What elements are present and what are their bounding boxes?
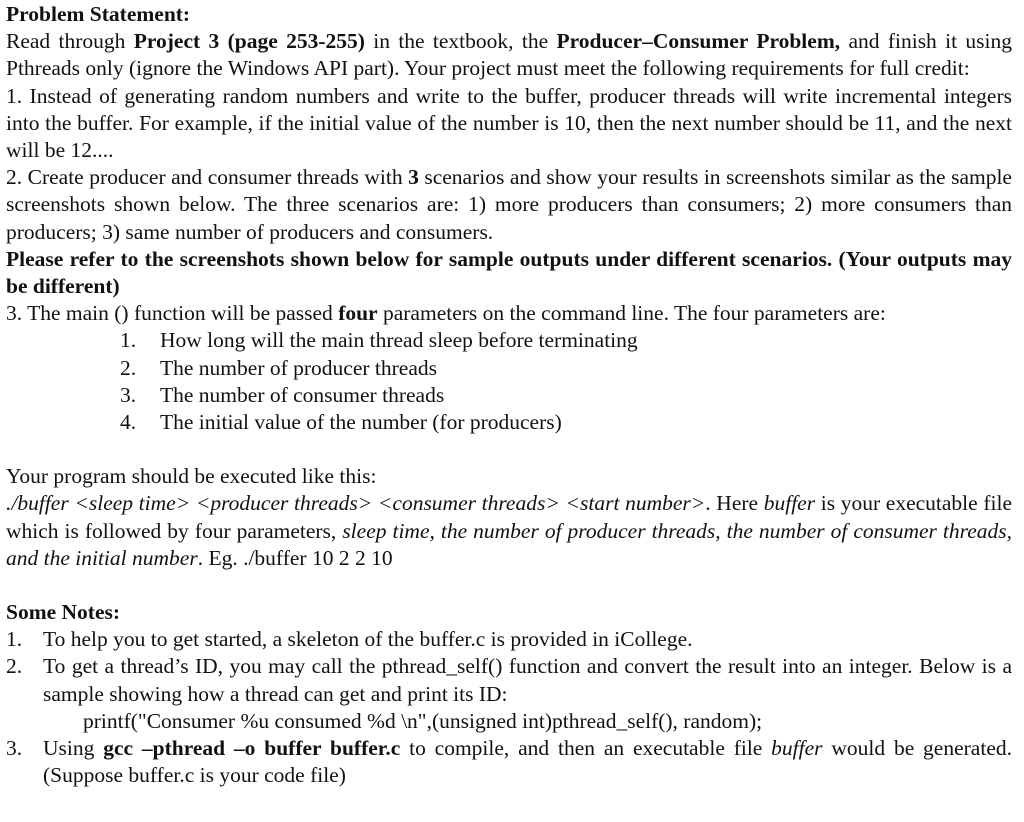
note3-text-1: Using — [43, 736, 104, 761]
compile-command: gcc –pthread –o buffer buffer.c — [103, 736, 401, 761]
note3-buffer-name: buffer — [771, 736, 823, 761]
note3-text-2: to compile, and then an executable file — [400, 736, 772, 761]
req2-text-1: 2. Create producer and consumer threads with — [6, 165, 409, 190]
list-number: 1. — [120, 328, 137, 353]
document-page — [6, 1, 1012, 789]
req3-text-2: parameters on the command line. The four parameters are: — [377, 301, 886, 326]
list-text: The number of producer threads — [160, 355, 438, 380]
note-body — [43, 653, 1012, 735]
spacer — [6, 572, 1012, 599]
exec-example: . Eg. ./buffer 10 2 2 10 — [197, 545, 393, 570]
code-sample: printf("Consumer %u consumed %d \n",(unsigned int)pthread_self(), random); — [83, 708, 763, 733]
exec-text-1: . Here — [705, 491, 764, 516]
project-reference: Project 3 (page 253-255) — [133, 29, 365, 54]
req2-text-2: scenarios and show your results in screenshots similar as the sample screenshots shown below. The three scenarios are: 1) more producers than consumers; 2) more consumers than producers; 3) same number of producers and consumers. — [6, 165, 1012, 244]
note-text: To get a thread’s ID, you may call the pthread_self() function and convert the result into an integer. Below is a sample showing how a thread can get and print its ID: — [43, 654, 1012, 706]
execution-lead: Your program should be executed like this: — [6, 464, 377, 489]
note-number: 1. — [6, 627, 23, 652]
list-text: The number of consumer threads — [160, 382, 445, 407]
problem-name: Producer–Consumer Problem, — [556, 29, 841, 54]
exec-text-2: is your executable file which is followed by four parameters, — [6, 491, 1012, 543]
exec-buffer-name: buffer — [763, 491, 816, 516]
req3-text-1: 3. The main () function will be passed — [6, 301, 339, 326]
note-number: 2. — [6, 654, 23, 679]
note-item — [6, 735, 1012, 789]
note-item — [6, 626, 1012, 653]
intro-text-3: and finish it using Pthreads only (ignore the Windows API part). Your project must meet the following requirements for full credit: — [6, 29, 1013, 81]
intro-text-2: in the textbook, the — [364, 29, 557, 54]
exec-parameter-names: sleep time, the number of producer threads, the number of consumer threads, and the initial number — [6, 518, 1012, 570]
notes-list — [6, 626, 1012, 789]
list-text: How long will the main thread sleep before terminating — [160, 328, 638, 353]
list-item — [120, 327, 1012, 354]
requirement-1: 1. Instead of generating random numbers and write to the buffer, producer threads will write incremental integers into the buffer. For example, if the initial value of the number is 10, then the next number should be 11, and the next will be 12.... — [6, 83, 1012, 163]
spacer — [6, 436, 1012, 463]
note3-text-3: would be generated. (Suppose buffer.c is your code file) — [43, 736, 1012, 788]
note-item — [6, 653, 1012, 735]
some-notes-heading: Some Notes: — [6, 600, 121, 625]
param-count: four — [338, 301, 378, 326]
problem-statement-heading: Problem Statement: — [6, 2, 191, 26]
intro-paragraph — [6, 28, 1012, 82]
scenario-count: 3 — [408, 165, 419, 190]
list-item — [120, 409, 1012, 436]
list-number: 4. — [120, 410, 137, 435]
list-item — [120, 355, 1012, 382]
note-number: 3. — [6, 736, 23, 761]
note-text: To help you to get started, a skeleton of the buffer.c is provided in iCollege. — [43, 627, 693, 652]
list-number: 3. — [120, 382, 137, 407]
list-number: 2. — [120, 355, 137, 380]
requirement-2 — [6, 164, 1012, 246]
requirement-3 — [6, 300, 1012, 327]
screenshot-note: Please refer to the screenshots shown below for sample outputs under different scenarios. (Your outputs may be different) — [6, 246, 1012, 299]
note-body — [43, 735, 1012, 789]
command-syntax: ./buffer <sleep time> <producer threads> <consumer threads> <start number> — [6, 491, 706, 516]
list-text: The initial value of the number (for producers) — [160, 410, 562, 435]
execution-paragraph — [6, 490, 1012, 572]
list-item — [120, 382, 1012, 409]
intro-text-1: Read through — [6, 29, 134, 54]
parameter-list — [6, 327, 1012, 436]
